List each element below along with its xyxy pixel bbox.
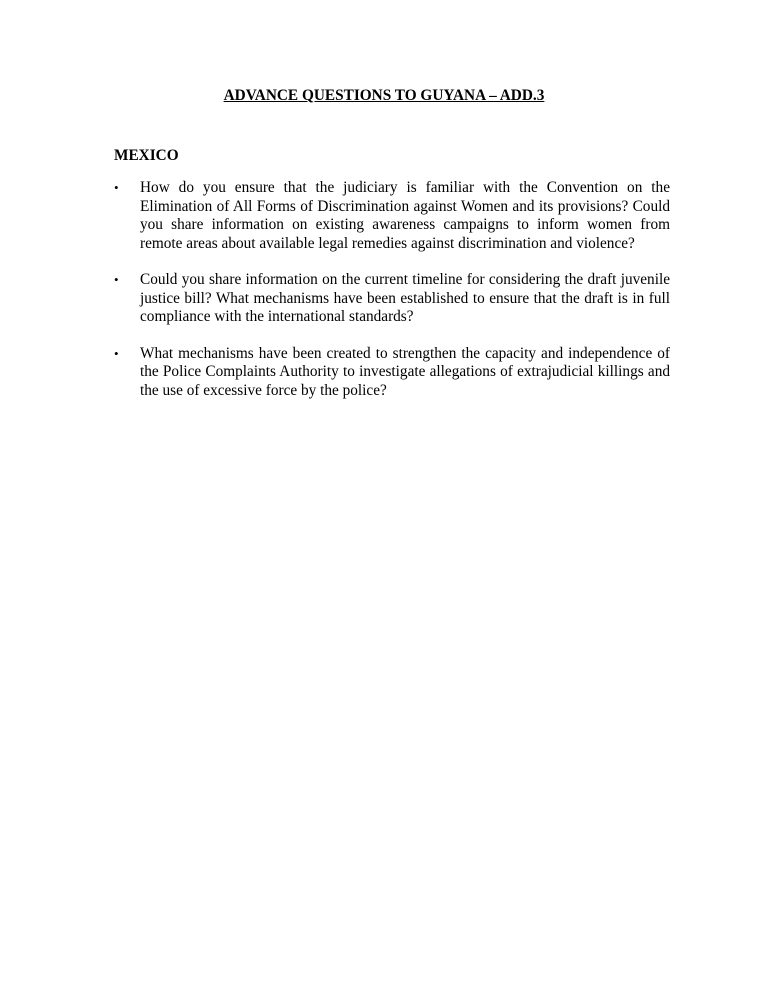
bullet-icon: •: [114, 180, 119, 195]
list-item: [114, 345, 670, 401]
section-heading-mexico: MEXICO: [114, 147, 179, 164]
question-text: Could you share information on the current timeline for considering the draft juvenile justice bill? What mechanisms have been established to ensure that the draft is in full compliance with the international standards?: [140, 271, 670, 325]
bullet-icon: •: [114, 272, 119, 287]
question-text: How do you ensure that the judiciary is familiar with the Convention on the Elimination of All Forms of Discrimination against Women and its provisions? Could you share information on existing awareness campaigns to inform women from remote areas about available legal remedies against discrimination and violence?: [140, 179, 670, 252]
bullet-icon: •: [114, 345, 119, 361]
document-title: ADVANCE QUESTIONS TO GUYANA – ADD.3: [223, 87, 545, 104]
question-text: What mechanisms have been created to strengthen the capacity and independence of the Police Complaints Authority to investigate allegations of extrajudicial killings and the use of excessive force by the police?: [140, 344, 670, 399]
list-item: [114, 271, 670, 327]
question-list: [114, 179, 670, 418]
list-item: [114, 179, 670, 253]
